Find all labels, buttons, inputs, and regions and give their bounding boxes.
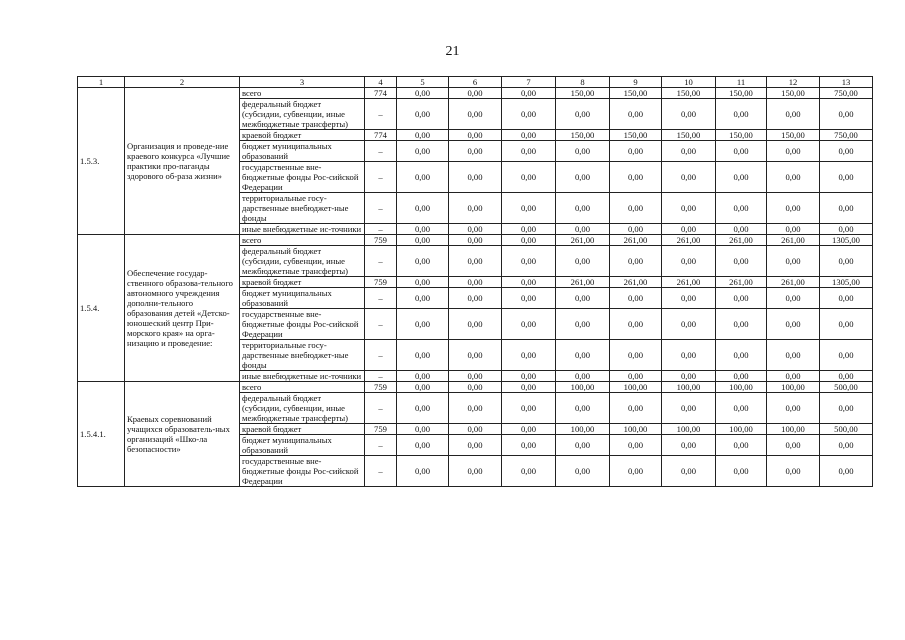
amount-cell: 100,00 <box>716 382 767 393</box>
amount-cell: 0,00 <box>716 162 767 193</box>
table-row <box>78 88 873 99</box>
amount-cell: 150,00 <box>767 88 820 99</box>
amount-cell: 0,00 <box>820 224 873 235</box>
amount-cell: 0,00 <box>556 193 610 224</box>
amount-cell: 0,00 <box>556 435 610 456</box>
funding-source: всего <box>240 88 365 99</box>
admin-code-cell: – <box>365 99 397 130</box>
amount-cell: 0,00 <box>397 224 449 235</box>
amount-cell: 0,00 <box>820 162 873 193</box>
amount-cell: 0,00 <box>397 435 449 456</box>
amount-cell: 0,00 <box>449 141 502 162</box>
amount-cell: 0,00 <box>716 141 767 162</box>
amount-cell: 0,00 <box>662 141 716 162</box>
amount-cell: 0,00 <box>502 309 556 340</box>
amount-cell: 261,00 <box>767 235 820 246</box>
col-header: 4 <box>365 77 397 88</box>
amount-cell: 150,00 <box>610 88 662 99</box>
col-header: 8 <box>556 77 610 88</box>
amount-cell: 0,00 <box>767 193 820 224</box>
amount-cell: 0,00 <box>397 235 449 246</box>
amount-cell: 0,00 <box>397 382 449 393</box>
admin-code-cell: – <box>365 340 397 371</box>
amount-cell: 0,00 <box>820 288 873 309</box>
amount-cell: 0,00 <box>449 99 502 130</box>
amount-cell: 0,00 <box>449 193 502 224</box>
amount-cell: 0,00 <box>716 224 767 235</box>
admin-code-cell: – <box>365 435 397 456</box>
amount-cell: 0,00 <box>502 162 556 193</box>
amount-cell: 0,00 <box>556 393 610 424</box>
amount-cell: 0,00 <box>716 309 767 340</box>
amount-cell: 0,00 <box>502 130 556 141</box>
amount-cell: 0,00 <box>767 141 820 162</box>
amount-cell: 0,00 <box>610 393 662 424</box>
item-code: 1.5.4. <box>78 235 125 382</box>
amount-cell: 0,00 <box>449 435 502 456</box>
amount-cell: 0,00 <box>767 224 820 235</box>
amount-cell: 0,00 <box>449 130 502 141</box>
amount-cell: 0,00 <box>502 141 556 162</box>
col-header: 13 <box>820 77 873 88</box>
amount-cell: 0,00 <box>767 162 820 193</box>
budget-table <box>77 76 873 487</box>
amount-cell: 0,00 <box>716 371 767 382</box>
item-name: Краевых соревнований учащихся образователь-ных организаций «Шко-ла безопасности» <box>125 382 240 487</box>
amount-cell: 0,00 <box>397 88 449 99</box>
funding-source: краевой бюджет <box>240 277 365 288</box>
amount-cell: 0,00 <box>502 224 556 235</box>
admin-code-cell: – <box>365 162 397 193</box>
amount-cell: 100,00 <box>767 382 820 393</box>
funding-source: государственные вне-бюджетные фонды Рос-сийской Федерации <box>240 456 365 487</box>
admin-code-cell: – <box>365 288 397 309</box>
funding-source: краевой бюджет <box>240 130 365 141</box>
amount-cell: 0,00 <box>556 288 610 309</box>
funding-source: территориальные госу-дарственные внебюджет-ные фонды <box>240 193 365 224</box>
amount-cell: 0,00 <box>397 456 449 487</box>
amount-cell: 0,00 <box>449 393 502 424</box>
amount-cell: 0,00 <box>820 371 873 382</box>
amount-cell: 0,00 <box>820 193 873 224</box>
amount-cell: 0,00 <box>502 88 556 99</box>
amount-cell: 0,00 <box>397 130 449 141</box>
amount-cell: 150,00 <box>556 88 610 99</box>
amount-cell: 100,00 <box>662 382 716 393</box>
amount-cell: 0,00 <box>502 193 556 224</box>
amount-cell: 0,00 <box>449 246 502 277</box>
amount-cell: 0,00 <box>662 435 716 456</box>
amount-cell: 0,00 <box>662 193 716 224</box>
amount-cell: 750,00 <box>820 130 873 141</box>
funding-source: бюджет муниципальных образований <box>240 288 365 309</box>
col-header: 1 <box>78 77 125 88</box>
amount-cell: 0,00 <box>397 309 449 340</box>
amount-cell: 0,00 <box>397 162 449 193</box>
amount-cell: 0,00 <box>502 456 556 487</box>
amount-cell: 0,00 <box>397 393 449 424</box>
amount-cell: 0,00 <box>767 435 820 456</box>
col-header: 7 <box>502 77 556 88</box>
col-header: 10 <box>662 77 716 88</box>
amount-cell: 0,00 <box>449 371 502 382</box>
col-header: 6 <box>449 77 502 88</box>
funding-source: государственные вне-бюджетные фонды Рос-сийской Федерации <box>240 162 365 193</box>
amount-cell: 100,00 <box>556 382 610 393</box>
amount-cell: 0,00 <box>449 340 502 371</box>
amount-cell: 0,00 <box>820 246 873 277</box>
amount-cell: 0,00 <box>716 288 767 309</box>
amount-cell: 0,00 <box>610 456 662 487</box>
amount-cell: 0,00 <box>556 246 610 277</box>
table-row <box>78 235 873 246</box>
amount-cell: 150,00 <box>716 130 767 141</box>
admin-code-cell: – <box>365 224 397 235</box>
amount-cell: 1305,00 <box>820 235 873 246</box>
amount-cell: 0,00 <box>449 277 502 288</box>
amount-cell: 0,00 <box>449 235 502 246</box>
amount-cell: 100,00 <box>716 424 767 435</box>
admin-code-cell: 759 <box>365 424 397 435</box>
item-code: 1.5.3. <box>78 88 125 235</box>
amount-cell: 0,00 <box>502 371 556 382</box>
amount-cell: 1305,00 <box>820 277 873 288</box>
amount-cell: 261,00 <box>556 277 610 288</box>
amount-cell: 0,00 <box>397 193 449 224</box>
amount-cell: 0,00 <box>662 288 716 309</box>
amount-cell: 0,00 <box>716 340 767 371</box>
amount-cell: 0,00 <box>820 393 873 424</box>
item-name: Обеспечение государ-ственного образова-тельного автономного учреждения дополни-тельного образования детей «Детско-юношеский центр При-морского края» на орга-низацию и проведение: <box>125 235 240 382</box>
amount-cell: 0,00 <box>610 288 662 309</box>
amount-cell: 0,00 <box>662 99 716 130</box>
amount-cell: 0,00 <box>610 309 662 340</box>
funding-source: федеральный бюджет (субсидии, субвенции, иные межбюджетные трансферты) <box>240 99 365 130</box>
amount-cell: 0,00 <box>556 340 610 371</box>
amount-cell: 500,00 <box>820 382 873 393</box>
amount-cell: 0,00 <box>662 371 716 382</box>
item-name: Организация и проведе-ние краевого конкурса «Лучшие практики про-паганды здорового об-раза жизни» <box>125 88 240 235</box>
admin-code-cell: – <box>365 246 397 277</box>
amount-cell: 100,00 <box>662 424 716 435</box>
amount-cell: 0,00 <box>767 371 820 382</box>
amount-cell: 0,00 <box>610 340 662 371</box>
amount-cell: 500,00 <box>820 424 873 435</box>
admin-code-cell: 759 <box>365 277 397 288</box>
col-header: 12 <box>767 77 820 88</box>
funding-source: бюджет муниципальных образований <box>240 435 365 456</box>
admin-code-cell: – <box>365 309 397 340</box>
amount-cell: 261,00 <box>716 235 767 246</box>
amount-cell: 100,00 <box>610 424 662 435</box>
amount-cell: 0,00 <box>449 309 502 340</box>
amount-cell: 0,00 <box>662 162 716 193</box>
amount-cell: 0,00 <box>502 340 556 371</box>
amount-cell: 0,00 <box>820 435 873 456</box>
funding-source: краевой бюджет <box>240 424 365 435</box>
col-header: 2 <box>125 77 240 88</box>
amount-cell: 0,00 <box>502 435 556 456</box>
amount-cell: 0,00 <box>610 224 662 235</box>
amount-cell: 0,00 <box>556 456 610 487</box>
amount-cell: 0,00 <box>610 193 662 224</box>
amount-cell: 0,00 <box>556 371 610 382</box>
amount-cell: 0,00 <box>610 435 662 456</box>
col-header: 5 <box>397 77 449 88</box>
amount-cell: 0,00 <box>610 141 662 162</box>
amount-cell: 0,00 <box>397 340 449 371</box>
amount-cell: 0,00 <box>820 141 873 162</box>
funding-source: федеральный бюджет (субсидии, субвенции, иные межбюджетные трансферты) <box>240 393 365 424</box>
admin-code-cell: – <box>365 141 397 162</box>
amount-cell: 0,00 <box>716 435 767 456</box>
amount-cell: 150,00 <box>662 130 716 141</box>
amount-cell: 150,00 <box>556 130 610 141</box>
amount-cell: 0,00 <box>662 456 716 487</box>
admin-code-cell: – <box>365 456 397 487</box>
amount-cell: 0,00 <box>767 309 820 340</box>
amount-cell: 0,00 <box>397 99 449 130</box>
amount-cell: 261,00 <box>767 277 820 288</box>
admin-code-cell: – <box>365 393 397 424</box>
amount-cell: 150,00 <box>716 88 767 99</box>
amount-cell: 0,00 <box>556 99 610 130</box>
amount-cell: 150,00 <box>767 130 820 141</box>
amount-cell: 0,00 <box>610 99 662 130</box>
amount-cell: 0,00 <box>820 99 873 130</box>
amount-cell: 261,00 <box>610 277 662 288</box>
amount-cell: 0,00 <box>556 141 610 162</box>
amount-cell: 0,00 <box>767 246 820 277</box>
amount-cell: 0,00 <box>662 340 716 371</box>
amount-cell: 0,00 <box>556 162 610 193</box>
amount-cell: 100,00 <box>556 424 610 435</box>
amount-cell: 0,00 <box>502 277 556 288</box>
amount-cell: 261,00 <box>662 277 716 288</box>
funding-source: государственные вне-бюджетные фонды Рос-сийской Федерации <box>240 309 365 340</box>
page-number: 21 <box>445 44 460 59</box>
amount-cell: 0,00 <box>820 340 873 371</box>
amount-cell: 0,00 <box>502 246 556 277</box>
admin-code-cell: – <box>365 371 397 382</box>
amount-cell: 0,00 <box>716 393 767 424</box>
amount-cell: 0,00 <box>820 309 873 340</box>
amount-cell: 0,00 <box>610 246 662 277</box>
admin-code-cell: 774 <box>365 130 397 141</box>
amount-cell: 0,00 <box>716 456 767 487</box>
amount-cell: 0,00 <box>397 371 449 382</box>
table-row <box>78 382 873 393</box>
col-header: 11 <box>716 77 767 88</box>
amount-cell: 0,00 <box>449 224 502 235</box>
amount-cell: 0,00 <box>449 382 502 393</box>
amount-cell: 150,00 <box>610 130 662 141</box>
funding-source: иные внебюджетные ис-точники <box>240 224 365 235</box>
amount-cell: 261,00 <box>662 235 716 246</box>
amount-cell: 0,00 <box>820 456 873 487</box>
amount-cell: 0,00 <box>716 193 767 224</box>
amount-cell: 0,00 <box>502 424 556 435</box>
amount-cell: 0,00 <box>502 235 556 246</box>
funding-source: бюджет муниципальных образований <box>240 141 365 162</box>
amount-cell: 0,00 <box>397 277 449 288</box>
amount-cell: 0,00 <box>767 99 820 130</box>
amount-cell: 0,00 <box>716 99 767 130</box>
amount-cell: 0,00 <box>662 393 716 424</box>
amount-cell: 0,00 <box>556 309 610 340</box>
amount-cell: 0,00 <box>767 288 820 309</box>
admin-code-cell: – <box>365 193 397 224</box>
amount-cell: 0,00 <box>502 393 556 424</box>
amount-cell: 0,00 <box>397 141 449 162</box>
header-row <box>78 77 873 88</box>
amount-cell: 261,00 <box>556 235 610 246</box>
amount-cell: 0,00 <box>716 246 767 277</box>
col-header: 9 <box>610 77 662 88</box>
amount-cell: 150,00 <box>662 88 716 99</box>
amount-cell: 0,00 <box>397 288 449 309</box>
funding-source: всего <box>240 235 365 246</box>
amount-cell: 0,00 <box>502 382 556 393</box>
amount-cell: 0,00 <box>397 246 449 277</box>
funding-source: всего <box>240 382 365 393</box>
amount-cell: 100,00 <box>610 382 662 393</box>
amount-cell: 0,00 <box>502 288 556 309</box>
amount-cell: 0,00 <box>449 162 502 193</box>
table-body <box>78 88 873 487</box>
amount-cell: 0,00 <box>767 393 820 424</box>
amount-cell: 0,00 <box>767 456 820 487</box>
amount-cell: 0,00 <box>662 224 716 235</box>
amount-cell: 100,00 <box>767 424 820 435</box>
amount-cell: 261,00 <box>610 235 662 246</box>
amount-cell: 0,00 <box>449 424 502 435</box>
amount-cell: 0,00 <box>662 246 716 277</box>
col-header: 3 <box>240 77 365 88</box>
item-code: 1.5.4.1. <box>78 382 125 487</box>
amount-cell: 0,00 <box>767 340 820 371</box>
amount-cell: 0,00 <box>502 99 556 130</box>
amount-cell: 261,00 <box>716 277 767 288</box>
funding-source: территориальные госу-дарственные внебюджет-ные фонды <box>240 340 365 371</box>
admin-code-cell: 759 <box>365 382 397 393</box>
amount-cell: 750,00 <box>820 88 873 99</box>
funding-source: федеральный бюджет (субсидии, субвенции, иные межбюджетные трансферты) <box>240 246 365 277</box>
amount-cell: 0,00 <box>556 224 610 235</box>
amount-cell: 0,00 <box>449 288 502 309</box>
amount-cell: 0,00 <box>449 456 502 487</box>
amount-cell: 0,00 <box>449 88 502 99</box>
amount-cell: 0,00 <box>610 162 662 193</box>
admin-code-cell: 774 <box>365 88 397 99</box>
admin-code-cell: 759 <box>365 235 397 246</box>
amount-cell: 0,00 <box>610 371 662 382</box>
amount-cell: 0,00 <box>662 309 716 340</box>
funding-source: иные внебюджетные ис-точники <box>240 371 365 382</box>
amount-cell: 0,00 <box>397 424 449 435</box>
